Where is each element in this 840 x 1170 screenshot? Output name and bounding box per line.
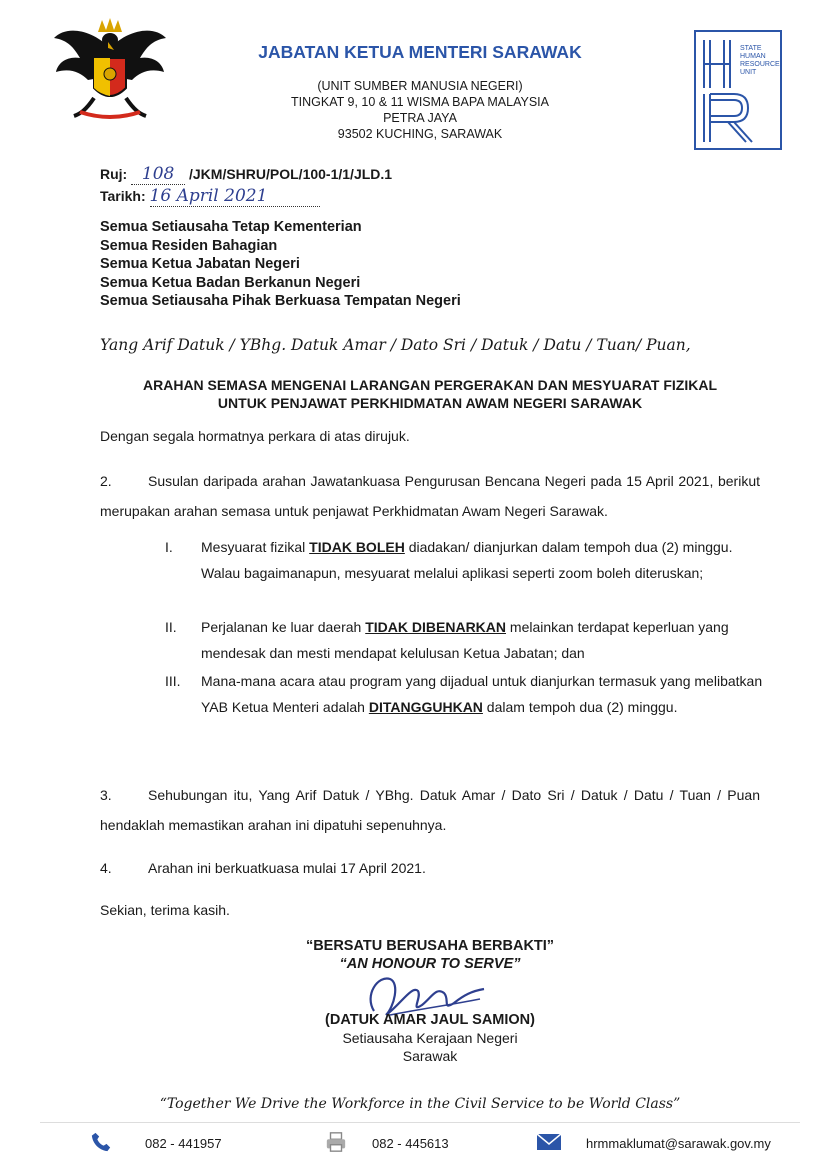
department-title: JABATAN KETUA MENTERI SARAWAK xyxy=(258,42,582,62)
subject-line: UNTUK PENJAWAT PERKHIDMATAN AWAM NEGERI SARAWAK xyxy=(217,395,643,411)
department-address xyxy=(230,78,610,142)
directive-item xyxy=(165,614,765,666)
recipient-list xyxy=(100,218,461,311)
signatory-title: Setiausaha Kerajaan Negeri xyxy=(342,1030,518,1046)
paragraph-4 xyxy=(100,860,426,876)
footer-phone: 082 - 441957 xyxy=(145,1136,222,1151)
motto-malay: “BERSATU BERUSAHA BERBAKTI” xyxy=(305,938,555,954)
paragraph-number: 3. xyxy=(100,787,112,803)
item-text: Mesyuarat fizikal xyxy=(201,539,310,555)
item-text: dalam tempoh dua (2) minggu. xyxy=(482,699,678,715)
logo-text-line: STATE xyxy=(740,45,762,52)
paragraph-number: 4. xyxy=(100,860,112,876)
tarikh-label: Tarikh: xyxy=(100,188,146,204)
address-line: 93502 KUCHING, SARAWAK xyxy=(337,127,503,141)
ruj-handwritten: 108 xyxy=(141,164,175,184)
recipient: Semua Ketua Badan Berkanun Negeri xyxy=(100,274,361,291)
motto-english: “AN HONOUR TO SERVE” xyxy=(339,956,521,972)
ruj-label: Ruj: xyxy=(100,166,128,182)
tarikh-handwritten: 16 April 2021 xyxy=(149,186,268,206)
email-icon xyxy=(536,1131,562,1153)
item-emphasis: TIDAK DIBENARKAN xyxy=(365,619,507,635)
logo-text-line: HUMAN xyxy=(740,53,766,60)
footer-fax: 082 - 445613 xyxy=(372,1136,449,1151)
item-text: melainkan terdapat keperluan yang mendesak dan mesti mendapat kelulusan Ketua Jabatan; dan xyxy=(201,619,729,661)
reference-block xyxy=(100,164,392,207)
paragraph-1: Dengan segala hormatnya perkara di atas dirujuk. xyxy=(100,428,410,444)
tagline: “Together We Drive the Workforce in the Civil Service to be World Class” xyxy=(159,1096,681,1112)
signatory-place: Sarawak xyxy=(402,1048,458,1064)
paragraph-text: Arahan ini berkuatkuasa mulai 17 April 2021. xyxy=(148,860,426,876)
recipient: Semua Ketua Jabatan Negeri xyxy=(100,256,300,272)
logo-text-line: UNIT xyxy=(740,69,757,76)
item-number: II. xyxy=(165,619,177,635)
recipient: Semua Residen Bahagian xyxy=(100,237,278,254)
item-text: Perjalanan ke luar daerah xyxy=(201,619,366,635)
directive-item xyxy=(165,668,765,720)
address-line: PETRA JAYA xyxy=(383,111,457,125)
item-text: diadakan/ dianjurkan dalam tempoh dua (2) minggu. Walau bagaimanapun, mesyuarat melalui aplikasi seperti zoom boleh diteruskan; xyxy=(201,539,733,581)
fax-icon xyxy=(325,1131,347,1153)
subject-heading xyxy=(80,376,780,412)
paragraph-text: Susulan daripada arahan Jawatankuasa Pengurusan Bencana Negeri pada 15 April 2021, berikut merupakan arahan semasa untuk penjawat Perkhidmatan Awam Negeri Sarawak. xyxy=(100,473,760,519)
directive-item xyxy=(165,534,765,586)
closing-line: Sekian, terima kasih. xyxy=(100,902,230,918)
phone-icon xyxy=(90,1131,112,1153)
paragraph-number: 2. xyxy=(100,473,112,489)
ref-row xyxy=(100,164,392,185)
paragraph-text: Sehubungan itu, Yang Arif Datuk / YBhg. Datuk Amar / Dato Sri / Datuk / Datu / Tuan / Puan hendaklah memastikan arahan ini dipatuhi sepenuhnya. xyxy=(100,787,760,833)
address-line: (UNIT SUMBER MANUSIA NEGERI) xyxy=(317,79,523,93)
subject-line: ARAHAN SEMASA MENGENAI LARANGAN PERGERAKAN DAN MESYUARAT FIZIKAL xyxy=(143,377,717,393)
item-number: I. xyxy=(165,539,173,555)
recipient: Semua Setiausaha Pihak Berkuasa Tempatan Negeri xyxy=(100,293,461,309)
signatory-name: (DATUK AMAR JAUL SAMION) xyxy=(325,1012,535,1028)
recipient: Semua Setiausaha Tetap Kementerian xyxy=(100,219,362,235)
footer-email[interactable]: hrmmaklumat@sarawak.gov.my xyxy=(586,1136,771,1151)
footer-divider xyxy=(40,1122,800,1123)
salutation: Yang Arif Datuk / YBhg. Datuk Amar / Dato Sri / Datuk / Datu / Tuan/ Puan, xyxy=(100,336,691,354)
item-text: Mana-mana acara atau program yang dijadual untuk dianjurkan termasuk yang melibatkan YAB Ketua Menteri adalah xyxy=(201,673,763,715)
item-number: III. xyxy=(165,673,181,689)
item-emphasis: DITANGGUHKAN xyxy=(368,699,483,715)
paragraph-2 xyxy=(100,466,760,526)
logo-text-line: RESOURCE xyxy=(740,61,780,68)
sarawak-crest-logo xyxy=(50,18,170,122)
ruj-value: /JKM/SHRU/POL/100-1/1/JLD.1 xyxy=(189,166,393,182)
date-row xyxy=(100,186,392,207)
address-line: TINGKAT 9, 10 & 11 WISMA BAPA MALAYSIA xyxy=(291,95,549,109)
item-emphasis: TIDAK BOLEH xyxy=(309,539,405,555)
hr-unit-logo xyxy=(694,30,782,150)
paragraph-3 xyxy=(100,780,760,840)
